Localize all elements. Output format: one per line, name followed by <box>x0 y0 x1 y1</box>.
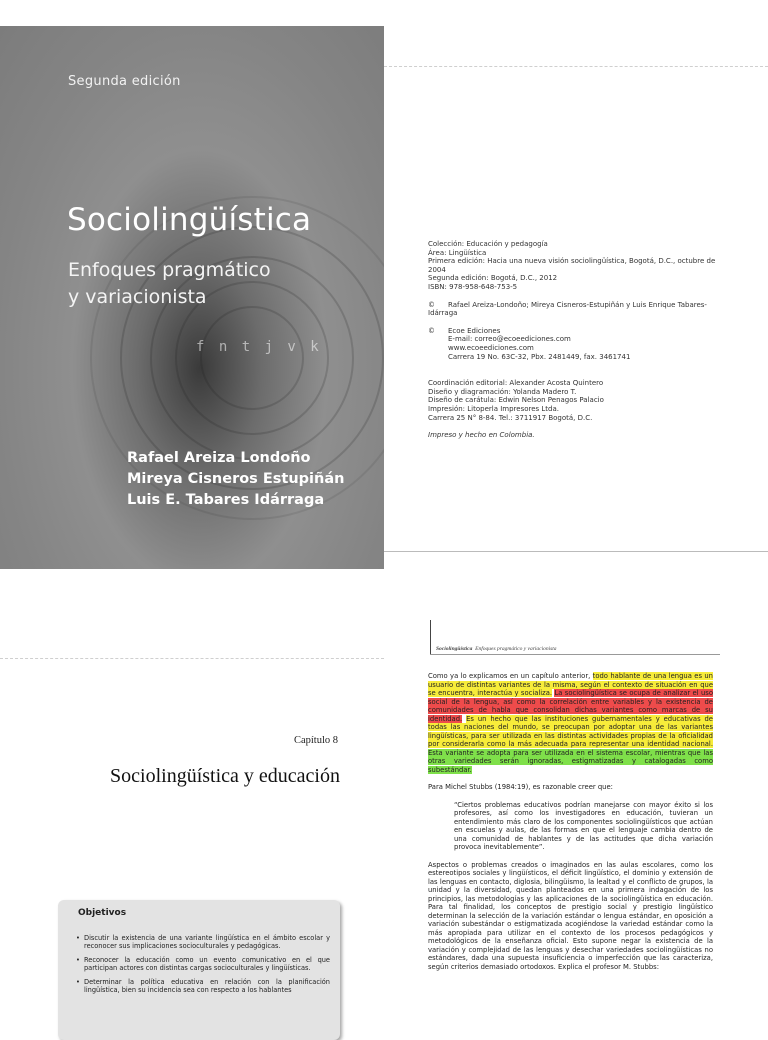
highlight-green: Esta variante se adopta para ser utilizada en el sistema escolar, mientras que las otras variedades serán ignoradas, estigmatizadas y catalogadas como subestándar. <box>428 748 713 774</box>
publisher-credit: © Ecoe Ediciones <box>428 326 501 335</box>
chapter-label: Capítulo 8 <box>293 735 338 746</box>
objectives-list <box>76 934 330 1000</box>
running-head-rule <box>430 620 431 654</box>
credit-line: Coordinación editorial: Alexander Acosta Quintero <box>428 379 604 388</box>
paragraph: Como ya lo explicamos en un capítulo anterior, todo hablante de una lengua es un usuario de distintas variantes de la misma, según el contexto de situación en que se encuentra, interactúa y socializa. La sociolingüística se ocupa de analizar el uso social de la lengua, así como la correlación entre variables y la existencia de comunidades de habla que consolidan dichas variantes como marcas de su identidad. Es un hecho que las instituciones gubernamentales y educativas de todas las naciones del mundo, se preocupan por adoptar una de las variantes lingüísticas, para ser utilizada en las distintas actividades propias de la oficialidad por considerarla como la más adecuada para representar una identidad nacional. Esta variante se adopta para ser utilizada en el sistema escolar, mientras que las otras variedades serán ignoradas, estigmatizadas y catalogadas como subestándar. <box>428 672 713 774</box>
objectives-title: Objetivos <box>78 908 127 918</box>
cover-author: Rafael Areiza Londoño <box>127 450 311 466</box>
body-text <box>428 672 713 980</box>
highlight-yellow: todo hablante de una lengua es un usuario de distintas variantes de la misma, según el contexto de situación en que se encuentra, interactúa y socializa. <box>428 672 713 697</box>
cover-subtitle: Enfoques pragmático <box>68 259 271 281</box>
chapter-title: Sociolingüística y educación <box>110 765 340 787</box>
book-cover <box>0 26 384 569</box>
paragraph: Aspectos o problemas creados o imaginados en las aulas escolares, como los estereotipos sociales y lingüísticos, el déficit lingüístico, el dominio y extensión de las lenguas en contacto, diglosia, bilingüismo, la lealtad y el conflicto de grupos, la unidad y la diversidad, quedan planteados en una primera indagación de los principios, las metodologías y las aplicaciones de la sociolingüística en educación. Para tal finalidad, los conceptos de prestigio social y prestigio lingüístico determinan la selección de la variación estándar o lengua estándar, en oposición a variación subestándar o estigmatizada acogiéndose la variedad estándar como la más apropiada para utilizar en el contexto de los procesos pedagógicos y metodológicos de la enseñanza oficial. Esto supone negar la existencia de la variación y complejidad de las lenguas y desechar variedades sociolingüísticas no estándares, dada una supuesta insuficiencia o imperfección que las caracteriza, según criterios demasiado ortodoxos. Explica el profesor M. Stubbs: <box>428 860 713 971</box>
copyright-symbol: © <box>428 300 435 309</box>
block-quote: “Ciertos problemas educativos podrían manejarse con mayor éxito si los profesores, así como los investigadores en educación, tuvieran un entendimiento más claro de los componentes sociolingüísticos que actúan en escuelas y aulas, de las formas en que el lenguaje cambia dentro de una comunidad de hablantes y de las actitudes que dicha variación provoca inevitablemente”. <box>454 800 713 851</box>
copyright-line: Primera edición: Hacia una nueva visión sociolingüística, Bogotá, D.C., octubre de 2004 <box>428 257 716 274</box>
paragraph: Para Michel Stubbs (1984:19), es razonable creer que: <box>428 783 613 791</box>
objective-item: • Determinar la política educativa en relación con la planificación lingüística, bien su incidencia sea con respecto a los hablantes <box>76 978 330 994</box>
credit-line: Diseño y diagramación: Yolanda Madero T. <box>428 387 577 396</box>
copyright-line: ISBN: 978-958-648-753-5 <box>428 282 518 291</box>
objectives-box <box>58 900 340 1040</box>
highlight-yellow: Es un hecho que las instituciones gubernamentales y educativas de todas las naciones del mundo, se preocupan por adoptar una de las variantes lingüísticas, para ser utilizada en las distintas actividades propias de la oficialidad por considerarla como la más adecuada para representar una identidad nacional. <box>428 714 713 748</box>
highlight-red: La sociolingüística se ocupa de analizar el uso social de la lengua, así como la correlación entre variables y la existencia de comunidades de habla que consolidan dichas variantes como marcas de su identidad. <box>428 689 713 723</box>
cover-subtitle: y variacionista <box>68 286 207 308</box>
copyright-symbol: © <box>428 326 435 335</box>
publisher-email: E-mail: correo@ecoeediciones.com <box>448 335 571 344</box>
credit-line: Carrera 25 N° 8-84. Tel.: 3711917 Bogotá, D.C. <box>428 413 593 422</box>
publisher-web: www.ecoeediciones.com <box>448 343 534 352</box>
page-edge <box>0 658 384 659</box>
cover-edition: Segunda edición <box>68 74 181 89</box>
cover-letters-graphic: f n t j v k <box>196 339 322 355</box>
objective-item: • Discutir la existencia de una variante lingüística en el ámbito escolar y reconocer sus implicaciones socioculturales y pedagógicas. <box>76 934 330 950</box>
copyright-line: Área: Lingüística <box>428 248 487 257</box>
cover-author: Mireya Cisneros Estupiñán <box>127 471 345 487</box>
copyright-line: Colección: Educación y pedagogía <box>428 240 548 248</box>
authors-credit: © Rafael Areiza-Londoño; Mireya Cisneros-Estupiñán y Luis Enrique Tabares-Idárraga <box>428 300 707 318</box>
copyright-line: Segunda edición: Bogotá, D.C., 2012 <box>428 274 558 283</box>
page-edge <box>384 551 768 552</box>
page-edge <box>384 66 768 67</box>
publisher-address: Carrera 19 No. 63C-32, Pbx. 2481449, fax. 3461741 <box>448 352 631 361</box>
running-head-line <box>430 654 720 655</box>
credit-line: Diseño de carátula: Edwin Nelson Penagos Palacio <box>428 396 604 405</box>
running-head: Sociolingüística Enfoques pragmático y variacionista <box>436 646 557 652</box>
credit-line: Impresión: Litoperla Impresores Ltda. <box>428 404 560 413</box>
cover-title: Sociolingüística <box>67 202 312 238</box>
cover-author: Luis E. Tabares Idárraga <box>127 492 325 508</box>
objective-item: • Reconocer la educación como un evento comunicativo en el que participan actores con distintas cargas socioculturales y lingüísticas. <box>76 956 330 972</box>
printed-in: Impreso y hecho en Colombia. <box>428 431 535 440</box>
copyright-page <box>428 240 728 440</box>
